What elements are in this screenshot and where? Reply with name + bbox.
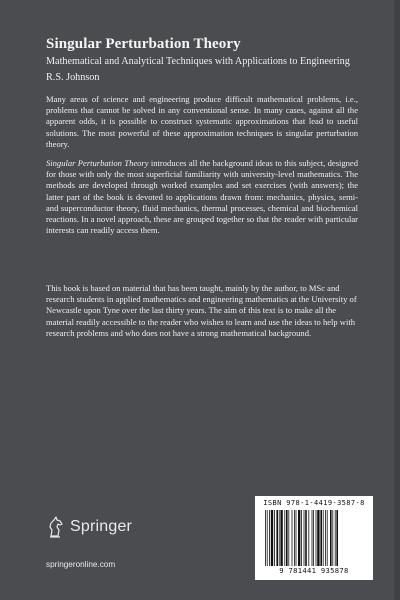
ean-digits: 9 781441 935878 [279,566,349,575]
barcode-bar [288,510,289,566]
blurb-paragraph-3: This book is based on material that has been taught, mainly by the author, to MSc and research students in applied mathematics and engineering mathematics at the University of Newcastle upon Tyne over the last thirty years. The aim of this text is to make all the material readily accessible to the reader who wishes to learn and use the ideas to help with research problems and who does not have a strong mathematical background. [46,283,357,338]
barcode-bars [263,510,365,566]
barcode-bar [308,510,309,566]
barcode-bar [265,510,266,566]
barcode-bar [269,510,270,566]
isbn-barcode [255,496,373,580]
barcode-bar [317,510,319,566]
blurb-title-reference: Singular Perturbation Theory [46,158,149,168]
barcode-bar [286,510,288,566]
isbn-label: ISBN 978-1-4419-3587-8 [263,499,365,507]
barcode-bar [292,510,293,566]
blurb-paragraph-1: Many areas of science and engineering produce difficult mathematical problems, i.e., problems that cannot be solved in any conventional sense. In many cases, against all the apparent odds, it is possible to construct systematic approximations that lead to useful solutions. The most powerful of these approximation techniques is singular perturbation theory. [46,94,358,149]
barcode-bar [276,510,278,566]
springer-wordmark: Springer [70,518,133,535]
barcode-bar [279,510,280,566]
barcode-bar [267,510,268,566]
book-title: Singular Perturbation Theory [46,36,241,52]
barcode-bar [312,510,313,566]
barcode-bar [280,510,282,566]
barcode-bar [274,510,275,566]
barcode-bar [271,510,273,566]
barcode-bar [313,510,314,566]
barcode-bar [284,510,285,566]
barcode-bar [325,510,326,566]
barcode-bar [320,510,322,566]
barcode-bar [298,510,300,566]
book-subtitle: Mathematical and Analytical Techniques with Applications to Engineering [46,56,350,67]
barcode-bar [336,510,338,566]
barcode-bar [316,510,317,566]
barcode-bar [323,510,324,566]
barcode-bar [330,510,332,566]
barcode-bar [327,510,328,566]
blurb-paragraph-2-text: introduces all the background ideas to this subject, designed for those with only the most superficial familiarity with university-level mathematics. The methods are developed through worked examples and set exercises (with answers); the latter part of the book is devoted to applications drawn from: mechanics, physics, semi- and superconductor theory, fluid mechanics, thermal processes, chemical and biochemical reactions. In a novel approach, these are grouped together so that the reader with particular interests can readily access them. [46,158,359,236]
blurb-paragraph-2 [46,158,358,236]
barcode-bar [301,510,302,566]
barcode-bar [296,510,297,566]
barcode-bar [335,510,336,566]
springer-horse-icon [46,516,66,538]
barcode-bar [332,510,333,566]
book-author: R.S. Johnson [46,72,100,83]
barcode-bar [305,510,307,566]
publisher-website: springeronline.com [46,560,116,569]
barcode-bar [294,510,295,566]
springer-logo [46,516,132,538]
barcode-bar [304,510,305,566]
